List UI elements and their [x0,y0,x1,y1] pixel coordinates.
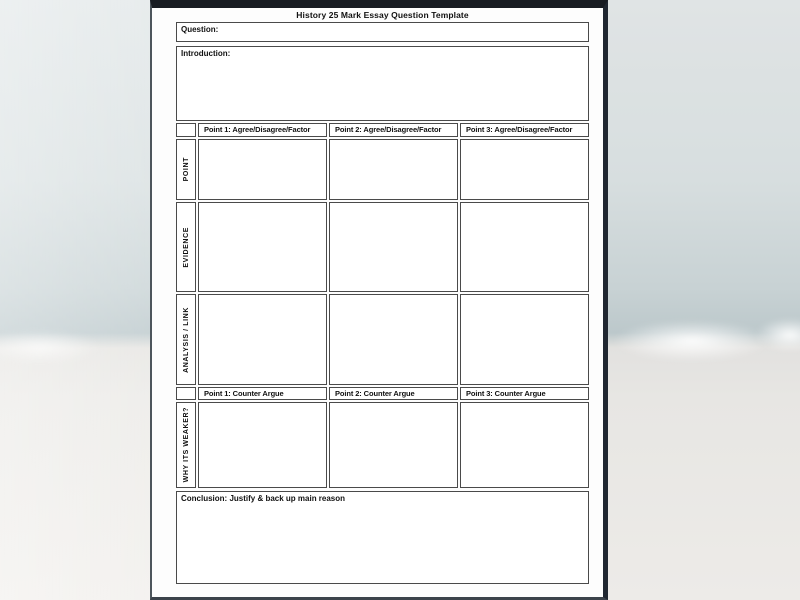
counter-header-corner-cell [176,387,196,400]
header-corner-cell [176,123,196,137]
analysis-cell-2 [329,294,458,385]
point-cell-3 [460,139,589,200]
conclusion-label: Conclusion: Justify & back up main reason [181,494,346,503]
page-title: History 25 Mark Essay Question Template [296,10,469,20]
conclusion-section [176,491,589,584]
point-cell-2 [329,139,458,200]
row-label-analysis-text: ANALYSIS / LINK [182,306,190,373]
evidence-cell-2 [329,202,458,292]
agree-header-2: Point 2: Agree/Disagree/Factor [329,123,458,137]
weaker-cell-3 [460,402,589,488]
analysis-cell-1 [198,294,327,385]
analysis-cell-3 [460,294,589,385]
counter-header-1: Point 1: Counter Argue [198,387,327,400]
counter-header-2: Point 2: Counter Argue [329,387,458,400]
point-cell-1 [198,139,327,200]
page-content [152,8,603,597]
evidence-cell-1 [198,202,327,292]
row-label-analysis [176,294,196,385]
introduction-section [176,46,589,121]
question-section [176,22,589,42]
essay-planning-table [176,123,589,488]
snow-highlight [612,320,772,362]
question-label: Question: [181,25,219,34]
counter-header-3: Point 3: Counter Argue [460,387,589,400]
weaker-cell-2 [329,402,458,488]
row-label-evidence [176,202,196,292]
document-page [150,0,608,600]
row-label-evidence-text: EVIDENCE [182,226,190,268]
evidence-cell-3 [460,202,589,292]
row-label-weaker [176,402,196,488]
weaker-cell-1 [198,402,327,488]
row-label-point [176,139,196,200]
agree-header-1: Point 1: Agree/Disagree/Factor [198,123,327,137]
snow-highlight [755,318,800,352]
snow-highlight [0,330,100,364]
agree-header-3: Point 3: Agree/Disagree/Factor [460,123,589,137]
introduction-label: Introduction: [181,49,231,58]
row-label-weaker-text: WHY ITS WEAKER? [182,407,190,483]
row-label-point-text: POINT [182,157,190,182]
